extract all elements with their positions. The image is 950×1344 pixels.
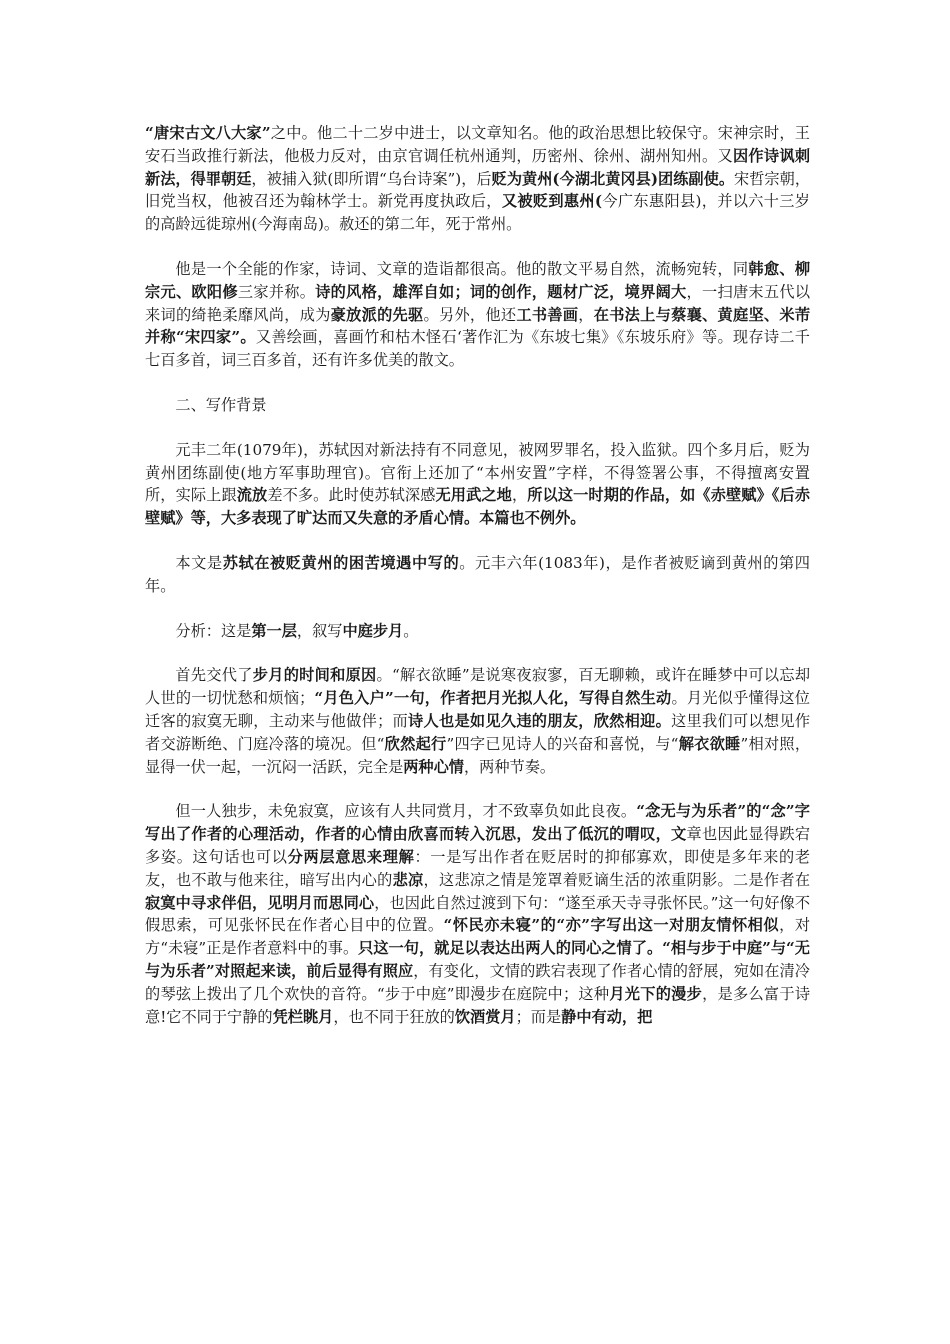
text-segment: ，这悲凉之情是笼罩着贬谪生活的浓重阴影。二是作者在 [423, 870, 811, 889]
text-segment: 。月光似乎懂得这位迁客的寂寞无聊，主动来与他做伴；而 [145, 689, 810, 730]
text-segment: 他是一个全能的作家，诗词、文章的造诣都很高。他的散文平易自然，流畅宛转，同 [175, 259, 749, 278]
paragraph [145, 439, 810, 530]
text-segment: ”四字已见诗人的兴奋和喜悦，与“ [446, 734, 679, 753]
bold-text-segment: 两种心情 [403, 757, 464, 776]
text-segment: 今广东惠阳县)，并以六十三岁的高龄远徙琼州(今海南岛)。赦还的第二年，死于常州。 [145, 192, 810, 234]
bold-text-segment: 无用武之地 [435, 486, 512, 505]
text-segment: 章也因此显得跌宕多姿。这句话也可以 [145, 825, 811, 866]
text-segment: 。另外，他还 [423, 305, 517, 324]
bold-text-segment: 静中有动，把 [561, 1007, 653, 1026]
bold-text-segment: 月光下的漫步 [609, 984, 703, 1003]
text-segment: 元丰二年(1079年)，苏轼因对新法持有不同意见，被网罗罪名，投入监狱。四个多月后，贬为黄州团练副使(地方军事助理官)。官衔上还加了“本州安置”字样，不得签署公事，不得擅离安置所，实际上跟 [145, 440, 810, 505]
text-segment: ， [511, 486, 528, 505]
bold-text-segment: 只这一句，就足以表达出两人的同心之情了。“相与步于中庭”与“无与为乐者”对照起来读，前后显得有照应 [145, 939, 810, 980]
text-segment: 但一人独步，未免寂寞，应该有人共同赏月，才不致辜负如此良夜。 [175, 802, 637, 821]
bold-text-segment: 悲凉 [392, 870, 424, 889]
bold-text-segment: 流放 [236, 486, 268, 505]
bold-text-segment: 韩愈、柳宗元、欧阳修 [145, 259, 811, 301]
text-segment: 。“解衣欲睡”是说寒夜寂寥，百无聊赖，或许在睡梦中可以忘却人世的一切忧愁和烦恼； [145, 666, 811, 708]
text-segment: ，叙写 [296, 621, 343, 640]
bold-text-segment: 苏轼在被贬黄州的困苦境遇中写的 [222, 553, 460, 572]
bold-text-segment: 诗人也是如见久违的朋友，欣然相迎。 [408, 711, 672, 730]
paragraph [145, 258, 810, 372]
text-segment: ，有变化，文情的跌宕表现了作者心情的舒展，宛如在清冷的琴弦上拨出了几个欢快的音符。“步于中庭”即漫步在庭院中；这种 [145, 961, 810, 1003]
text-segment: 三家并称。 [237, 282, 316, 301]
text-segment: ， [578, 305, 594, 324]
text-segment: 又善绘画，喜画竹和枯木怪石‘著作汇为《东坡七集》《东坡乐府》等。现存诗二千七百多首，词三百多首，还有许多优美的散文。 [145, 328, 810, 370]
bold-text-segment: 所以这一时期的作品，如《赤壁赋》《后赤壁赋》等，大多表现了旷达而又失意的矛盾心情。本篇也不例外。 [145, 486, 811, 528]
paragraph [145, 122, 810, 236]
text-segment: 。元丰六年(1083年)，是作者被贬谪到黄州的第四年。 [145, 553, 810, 595]
text-segment: 分析：这是 [175, 621, 252, 640]
bold-text-segment: 寂寞中寻求伴侣，见明月而思同心 [145, 893, 375, 912]
text-segment: 本文是 [175, 553, 223, 572]
bold-text-segment: 又被贬到惠州( [501, 192, 603, 211]
paragraph [145, 552, 810, 598]
bold-text-segment: 饮酒赏月 [454, 1007, 516, 1026]
paragraph [145, 394, 810, 417]
text-segment: 这里我们可以想见作者交游断绝、门庭冷落的境况。但“ [145, 711, 811, 753]
bold-text-segment: 诗的风格，雄浑自如；词的创作，题材广泛，境界阔大 [315, 282, 687, 301]
text-segment: 。 [403, 621, 419, 640]
paragraph [145, 800, 810, 1028]
paragraph [145, 620, 810, 643]
bold-text-segment: “怀民亦未寝”的“亦”字写出这一对朋友情怀相似 [443, 916, 780, 935]
text-segment: ：一是写出作者在贬居时的抑郁寡欢，即使是多年来的老友，也不敢与他来往，暗写出内心的 [145, 847, 811, 889]
bold-text-segment: “唐宋古文八大家” [145, 124, 271, 142]
bold-text-segment: 在书法上与蔡襄、黄庭坚、米芾并称“宋四家”。 [145, 305, 811, 347]
text-segment: ，是多么富于诗意!它不同于宁静的 [145, 984, 811, 1026]
text-segment: ，也因此自然过渡到下句：“遂至承天寺寻张怀民。”这一句好像不假思索，可见张怀民在作者心目中的位置。 [145, 893, 811, 935]
text-segment: ，两种节奏。 [463, 757, 556, 776]
bold-text-segment: 因作诗讽刺新法，得罪朝廷 [145, 146, 811, 188]
bold-text-segment: 凭栏眺月 [272, 1007, 334, 1026]
text-segment: ，对方“未寝”正是作者意料中的事。 [145, 916, 811, 958]
bold-text-segment: “月色入户”一句，作者把月光拟人化，写得自然生动 [314, 689, 672, 708]
text-segment: ，被捕入狱(即所谓“乌台诗案”)，后 [251, 169, 492, 188]
text-segment: 之中。他二十二岁中进士，以文章知名。他的政治思想比较保守。宋神宗时，王安石当政推行新法，他极力反对，由京官调任杭州通判，历密州、徐州、湖州知州。又 [145, 124, 810, 165]
text-segment: ；而是 [515, 1007, 562, 1026]
text-segment: ”相对照，显得一伏一起，一沉闷一活跃，完全是 [145, 734, 811, 776]
bold-text-segment: 豪放派的先驱 [330, 305, 424, 324]
bold-text-segment: 第一层 [251, 621, 297, 640]
bold-text-segment: 分两层意思来理解 [287, 847, 415, 866]
text-segment: 二、写作背景 [175, 395, 267, 414]
text-segment: 首先交代了 [175, 666, 253, 685]
bold-text-segment: 解衣欲睡 [678, 734, 741, 753]
bold-text-segment: 贬为黄州(今湖北黄冈县)团练副使。 [491, 169, 735, 188]
document-page [145, 122, 810, 1050]
text-segment: ，一扫唐末五代以来词的绮艳柔靡风尚，成为 [145, 282, 811, 324]
bold-text-segment: 步月的时间和原因 [252, 666, 377, 685]
bold-text-segment: “念无与为乐者”的“念”字写出了作者的心理活动，作者的心情由欣喜而转入沉思，发出了低沉的喟叹，文 [145, 802, 810, 844]
bold-text-segment: 工书善画 [516, 305, 579, 324]
paragraph [145, 664, 810, 778]
bold-text-segment: 欣然起行 [384, 734, 447, 753]
text-segment: 宋哲宗朝，旧党当权，他被召还为翰林学士。新党再度执政后， [145, 169, 811, 211]
bold-text-segment: 中庭步月 [342, 621, 404, 640]
text-segment: ，也不同于狂放的 [333, 1007, 455, 1026]
text-segment: 差不多。此时使苏轼深感 [267, 486, 436, 505]
